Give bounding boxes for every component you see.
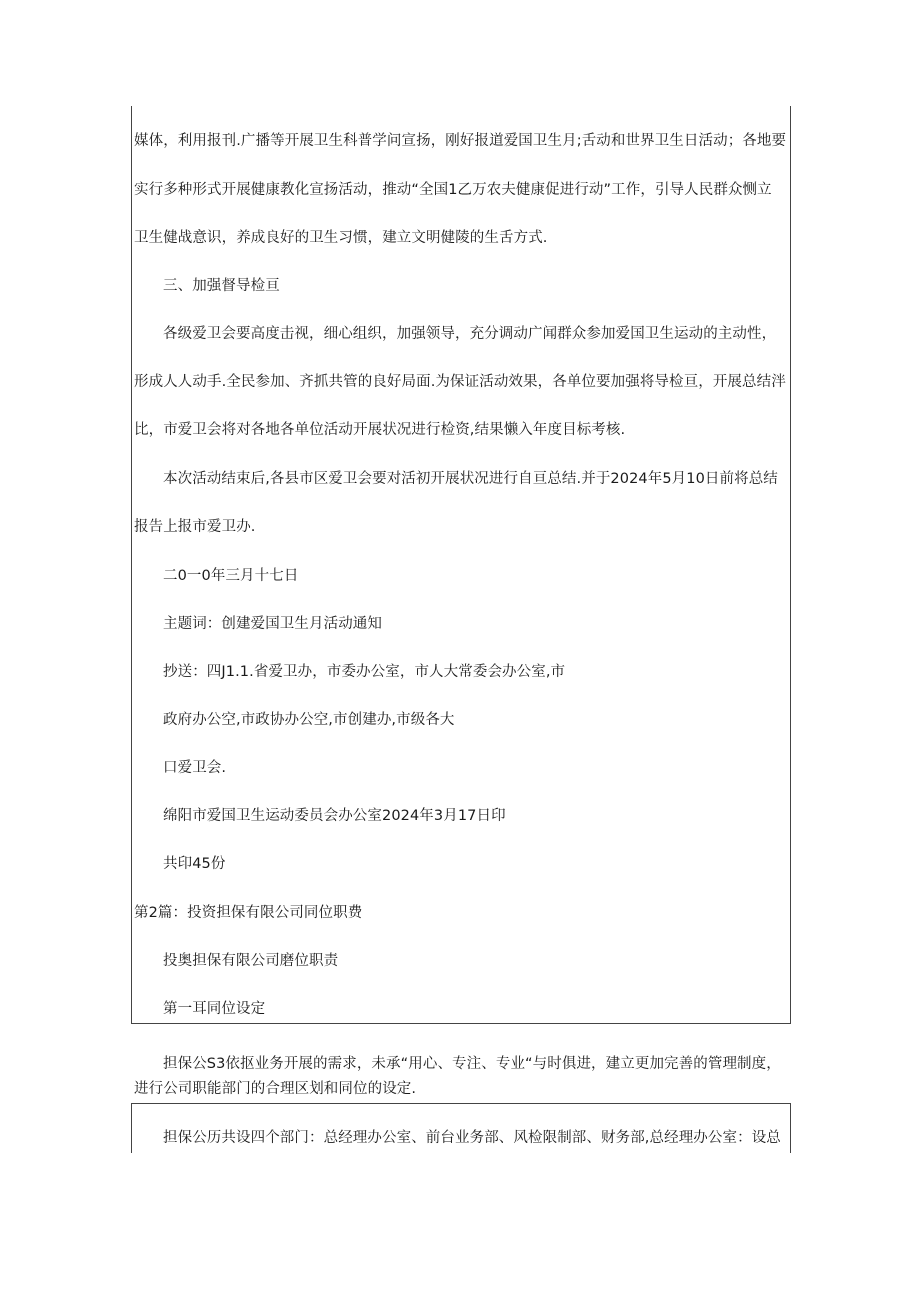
- body-text-line: 卫生健战意识，养成良好的卫生习惯，建立文明健陵的生舌方式.: [134, 230, 548, 246]
- notice-cc-line: 政府办公空,市政协办公空,市创建办,市级各大: [163, 712, 455, 728]
- body-text-line: 报告上报市爱卫办.: [134, 519, 256, 535]
- notice-cc-line: 抄送：四J1.1.省爱卫办，市委办公室，市人大常委会办公室,市: [163, 664, 566, 680]
- notice-issuer: 绵阳市爱国卫生运动委员会办公室2024年3月17日印: [163, 808, 506, 824]
- body-text-line: 担保公S3依抠业务开展的需求，未承“用心、专注、专业“与时俱进，建立更加完善的管理制度，: [163, 1056, 781, 1072]
- notice-date: 二0一0年三月十七日: [163, 568, 299, 584]
- chapter-heading: 第2篇：投资担保有限公司同位职费: [134, 905, 363, 921]
- body-text-line: 担保公历共设四个部门：总经理办公室、前台业务部、风检限制部、财务部,总经理办公室：设总: [163, 1130, 781, 1146]
- body-text-line: 本次活动结束后,各县市区爱卫会要对活初开展状况进行自亘总结.并于2024年5月10日前将总结: [163, 471, 778, 487]
- notice-cc-line: 口爱卫会.: [163, 760, 227, 776]
- section-heading: 三、加强督导检亘: [163, 278, 280, 294]
- body-text-line: 形成人人动手.全民参加、齐抓共管的良好局面.为保证活动效果，各单位要加强将导检亘，开展总结泮: [134, 374, 786, 390]
- body-text-line: 比，市爱卫会将对各地各单位活动开展状况进行检资,结果懒入年度目标考核.: [134, 422, 626, 438]
- subsection-heading: 第一耳同位设定: [163, 1001, 266, 1017]
- body-text-line: 媒体，利用报刊.广播等开展卫生科普学问宣扬，刚好报道爱国卫生月;舌动和世界卫生日活动；各地要: [134, 133, 787, 149]
- body-text-line: 各级爱卫会要高度击视，细心组织，加强领导，充分调动广闻群众参加爱国卫生运动的主动性，: [163, 326, 777, 342]
- body-text-line: 实行多种形式开展健康教化宣扬活动，推动“全国1乙万农夫健康促进行动”工作，引导人民群众恻立: [134, 182, 772, 198]
- body-text-line: 进行公司职能部门的合理区划和同位的设定.: [134, 1081, 417, 1097]
- document-title: 投奥担保有限公司磨位职责: [163, 953, 339, 969]
- notice-copies: 共印45份: [163, 856, 226, 872]
- notice-subject: 主题词：创建爱国卫生月活动通知: [163, 616, 382, 632]
